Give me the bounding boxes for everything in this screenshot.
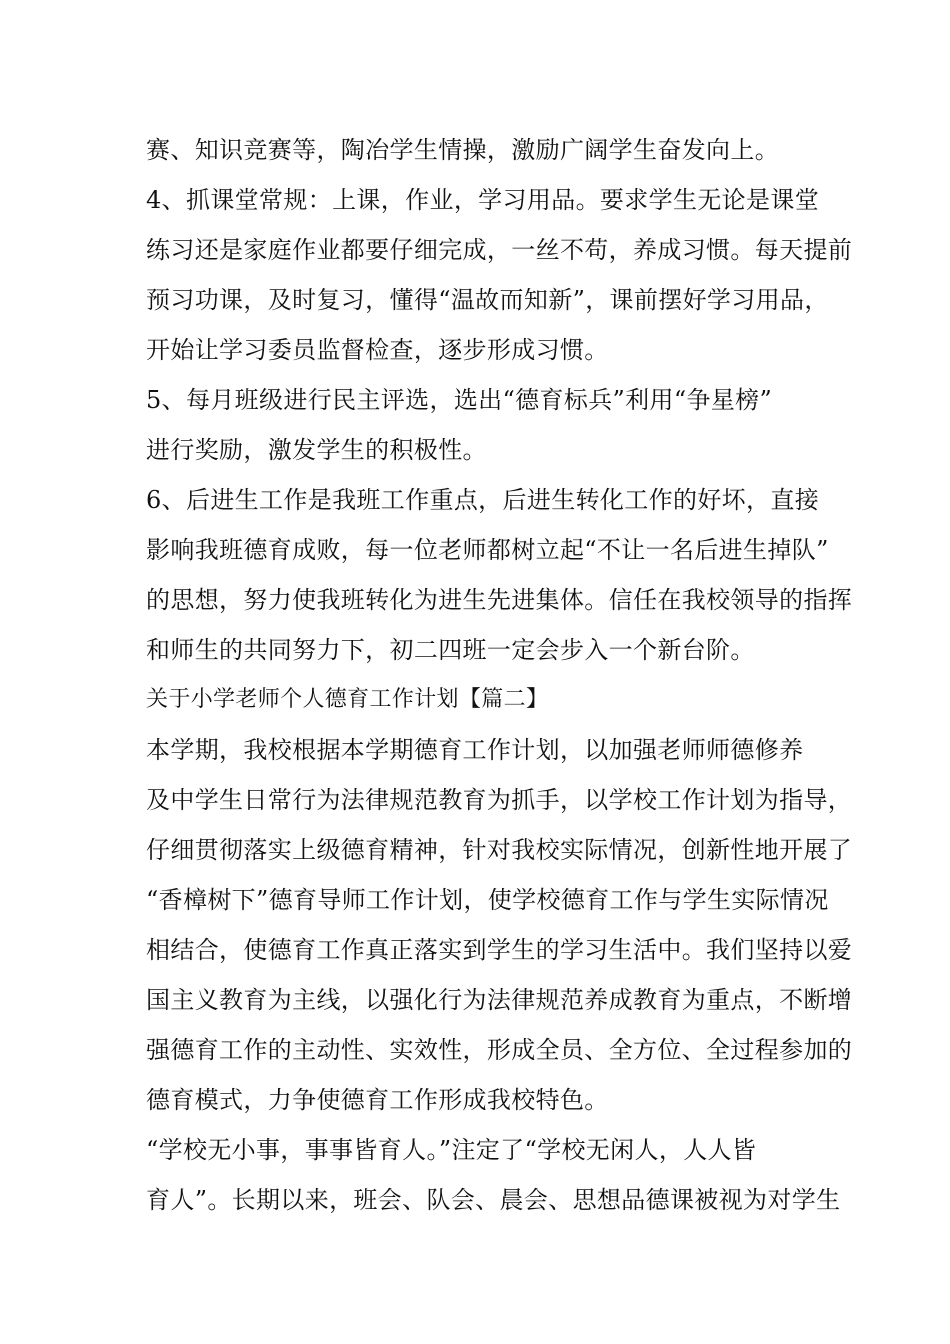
text-line: 育人”。长期以来，班会、队会、晨会、思想品德课被视为对学生 [146, 1186, 841, 1214]
text-line: “学校无小事，事事皆育人。”注定了“学校无闲人，人人皆 [146, 1136, 757, 1164]
text-line: 相结合，使德育工作真正落实到学生的学习生活中。我们坚持以爱 [146, 936, 853, 964]
text-line: 练习还是家庭作业都要仔细完成，一丝不苟，养成习惯。每天提前 [146, 236, 853, 264]
text-line: 6、后进生工作是我班工作重点，后进生转化工作的好坏，直接 [146, 486, 820, 514]
text-line: 进行奖励，激发学生的积极性。 [146, 436, 487, 464]
text-line: 开始让学习委员监督检查，逐步形成习惯。 [146, 336, 609, 364]
text-line: 5、每月班级进行民主评选，选出“德育标兵”利用“争星榜” [146, 386, 773, 414]
text-line: 德育模式，力争使德育工作形成我校特色。 [146, 1086, 609, 1114]
section-heading: 关于小学老师个人德育工作计划【篇二】 [146, 687, 549, 712]
text-line: 强德育工作的主动性、实效性，形成全员、全方位、全过程参加的 [146, 1036, 853, 1064]
text-line: 和师生的共同努力下，初二四班一定会步入一个新台阶。 [146, 636, 755, 664]
text-line: 及中学生日常行为法律规范教育为抓手，以学校工作计划为指导， [146, 786, 853, 814]
text-line: 仔细贯彻落实上级德育精神，针对我校实际情况，创新性地开展了 [146, 836, 853, 864]
text-line: 4、抓课堂常规：上课，作业，学习用品。要求学生无论是课堂 [146, 186, 820, 214]
text-line: 国主义教育为主线，以强化行为法律规范养成教育为重点，不断增 [146, 986, 853, 1014]
text-line: “香樟树下”德育导师工作计划，使学校德育工作与学生实际情况 [146, 886, 829, 914]
text-line: 本学期，我校根据本学期德育工作计划，以加强老师师德修养 [146, 736, 804, 764]
text-line: 影响我班德育成败，每一位老师都树立起“不让一名后进生掉队” [146, 536, 829, 564]
text-line: 预习功课，及时复习，懂得“温故而知新”，课前摆好学习用品， [146, 286, 829, 314]
text-line: 赛、知识竞赛等，陶冶学生情操，激励广阔学生奋发向上。 [146, 136, 780, 164]
text-line: 的思想，努力使我班转化为进生先进集体。信任在我校领导的指挥 [146, 586, 853, 614]
